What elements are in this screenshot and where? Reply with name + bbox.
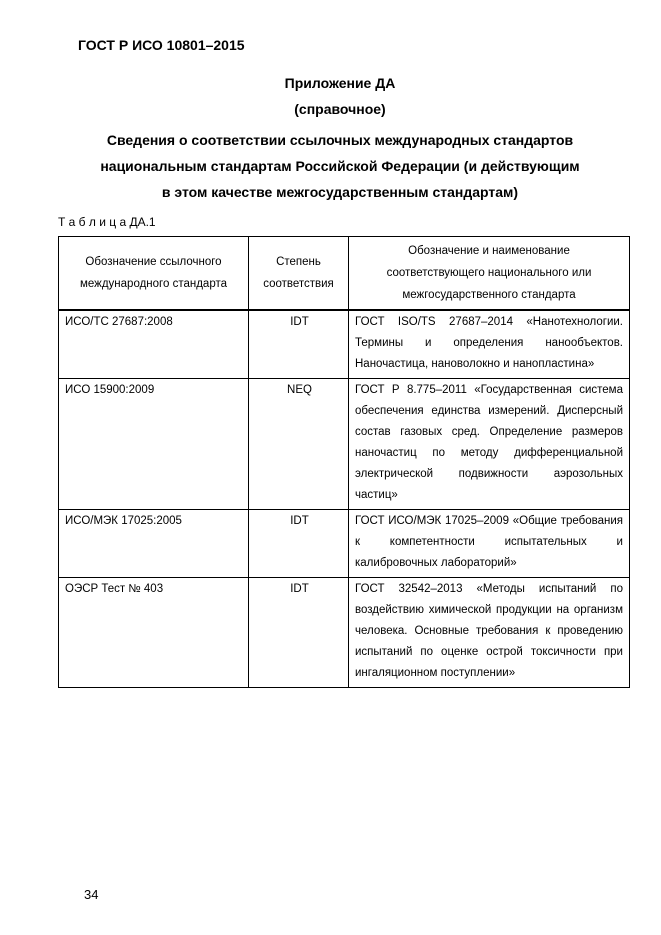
intl-standard-cell: ОЭСР Тест № 403	[59, 578, 249, 688]
appendix-kind: (справочное)	[294, 101, 386, 117]
intl-standard-cell: ИСО/ТС 27687:2008	[59, 310, 249, 379]
table-row	[59, 510, 630, 578]
standard-code: ГОСТ Р ИСО 10801–2015	[78, 37, 245, 53]
national-standard-cell: ГОСТ ИСО/МЭК 17025–2009 «Общие требования к компетентности испытательных и калибровочных лабораторий»	[349, 510, 630, 578]
intl-standard-cell: ИСО/МЭК 17025:2005	[59, 510, 249, 578]
degree-cell: NEQ	[249, 379, 349, 510]
degree-cell: IDT	[249, 310, 349, 379]
appendix-title: Приложение ДА	[284, 75, 396, 91]
national-standard-cell: ГОСТ ISO/TS 27687–2014 «Нанотехнологии. Термины и определения нанообъектов. Наночастица, нановолокно и нанопластина»	[349, 310, 630, 379]
table-row	[59, 578, 630, 688]
national-standard-cell: ГОСТ Р 8.775–2011 «Государственная система обеспечения единства измерений. Дисперсный состав газовых сред. Определение размеров наночастиц по методу дифференциальной электрической подвижности аэрозольных частиц»	[349, 379, 630, 510]
page-number: 34	[84, 887, 99, 902]
appendix-heading	[60, 127, 620, 205]
heading-line: Сведения о соответствии ссылочных международных стандартов	[106, 132, 574, 148]
heading-line: национальным стандартам Российской Федерации (и действующим	[100, 158, 580, 174]
table-row	[59, 379, 630, 510]
column-header-national: Обозначение и наименование соответствующего национального или межгосударственного стандарта	[349, 237, 630, 311]
column-header-intl: Обозначение ссылочного международного стандарта	[59, 237, 249, 311]
correspondence-table	[58, 236, 630, 688]
table-label: Т а б л и ц а ДА.1	[58, 215, 156, 229]
table-row	[59, 310, 630, 379]
national-standard-cell: ГОСТ 32542–2013 «Методы испытаний по воздействию химической продукции на организм человека. Основные требования к проведению испытаний по оценке острой токсичности при ингаляционном поступлении»	[349, 578, 630, 688]
degree-cell: IDT	[249, 510, 349, 578]
heading-line: в этом качестве межгосударственным стандартам)	[161, 184, 519, 200]
intl-standard-cell: ИСО 15900:2009	[59, 379, 249, 510]
table-header-row	[59, 237, 630, 311]
column-header-degree: Степень соответствия	[249, 237, 349, 311]
degree-cell: IDT	[249, 578, 349, 688]
